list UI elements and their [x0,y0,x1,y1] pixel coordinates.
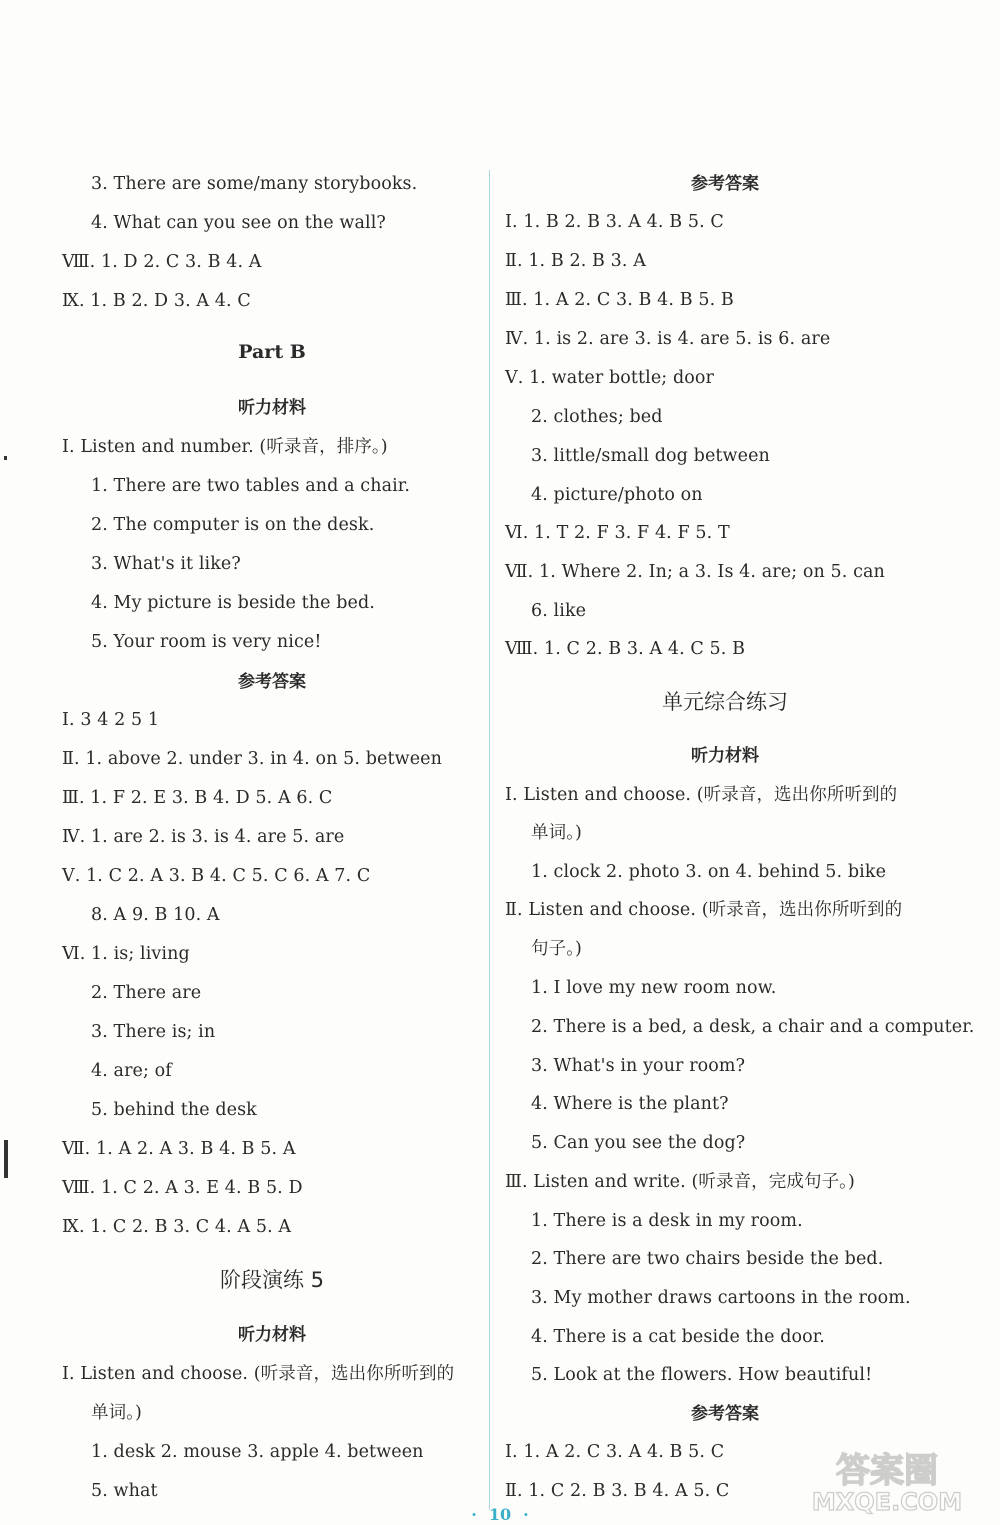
answer-line: 4. picture/photo on [531,485,703,505]
answer-line: Ⅳ. 1. is 2. are 3. is 4. are 5. is 6. are [505,329,831,349]
answer-line: Ⅱ. 1. B 2. B 3. A [505,251,646,271]
answer-line: Ⅳ. 1. are 2. is 3. is 4. are 5. are [62,827,345,847]
answer-heading: 参考答案 [691,1404,759,1424]
answer-line: Ⅷ. 1. C 2. B 3. A 4. C 5. B [505,639,746,659]
text-line: 2. There are two chairs beside the bed. [531,1249,884,1269]
answer-line: Ⅵ. 1. T 2. F 3. F 4. F 5. T [505,523,730,543]
page-dot: · [523,1505,529,1524]
text-line: 5. Look at the flowers. How beautiful! [531,1365,873,1385]
answer-line: 6. like [531,601,587,621]
text-line: 1. There is a desk in my room. [531,1211,803,1231]
watermark-logo [792,1442,982,1517]
answer-line: Ⅶ. 1. Where 2. In; a 3. Is 4. are; on 5. can [505,562,885,582]
answer-line: Ⅰ. 1. A 2. C 3. A 4. B 5. C [505,1442,725,1462]
part-title: Part B [238,341,306,363]
answer-line: Ⅶ. 1. A 2. A 3. B 4. B 5. A [62,1139,296,1159]
text-line: 4. Where is the plant? [531,1094,729,1114]
text-line: 1. There are two tables and a chair. [91,476,411,496]
answer-line: Ⅲ. 1. F 2. E 3. B 4. D 5. A 6. C [62,788,333,808]
question-line: Ⅱ. Listen and choose. (听录音，选出你所听到的 [505,900,903,920]
scan-mark [4,456,7,460]
question-line: Ⅰ. Listen and choose. (听录音，选出你所听到的 [505,785,898,805]
answer-line: Ⅸ. 1. B 2. D 3. A 4. C [62,291,251,311]
text-line: 4. My picture is beside the bed. [91,593,375,613]
column-divider [489,170,490,1510]
answer-line: 8. A 9. B 10. A [91,905,220,925]
text-line: 3. What's it like? [91,554,241,574]
question-line: Ⅲ. Listen and write. (听录音，完成句子。) [505,1172,855,1192]
question-line: Ⅰ. Listen and number. (听录音，排序。) [62,437,388,457]
watermark-url: MXQE.COM [811,1488,963,1516]
page-number-value: 10 [488,1505,512,1524]
answer-line: Ⅰ. 1. B 2. B 3. A 4. B 5. C [505,212,724,232]
scan-mark [4,1140,8,1178]
answer-line: Ⅰ. 3 4 2 5 1 [62,710,160,730]
answer-line: 2. There are [91,983,202,1003]
answer-line: Ⅵ. 1. is; living [62,944,190,964]
answer-line: Ⅸ. 1. C 2. B 3. C 4. A 5. A [62,1217,292,1237]
answer-line: Ⅱ. 1. above 2. under 3. in 4. on 5. between [62,749,442,769]
text-line: 3. My mother draws cartoons in the room. [531,1288,911,1308]
text-line: 单词。) [91,1403,142,1423]
text-line: 5. Your room is very nice! [91,632,322,652]
page-dot: · [471,1505,477,1524]
watermark-text: 答案圈 [836,1451,938,1491]
text-line: 3. What's in your room? [531,1056,746,1076]
question-line: Ⅰ. Listen and choose. (听录音，选出你所听到的 [62,1364,455,1384]
answer-line: Ⅲ. 1. A 2. C 3. B 4. B 5. B [505,290,734,310]
text-line: 单词。) [531,823,582,843]
text-line: 5. Can you see the dog? [531,1133,746,1153]
text-line: 4. What can you see on the wall? [91,213,386,233]
answer-line: 4. are; of [91,1061,172,1081]
text-line: 2. There is a bed, a desk, a chair and a computer. [531,1017,975,1037]
listening-heading: 听力材料 [691,746,759,766]
answer-line: 5. behind the desk [91,1100,257,1120]
text-line: 3. There are some/many storybooks. [91,174,418,194]
answer-line: 2. clothes; bed [531,407,663,427]
answer-line: 3. little/small dog between [531,446,770,466]
section-title: 单元综合练习 [662,690,788,714]
answer-line: Ⅱ. 1. C 2. B 3. B 4. A 5. C [505,1481,730,1501]
text-line: 5. what [91,1481,158,1501]
text-line: 句子。) [531,939,582,959]
text-line: 1. desk 2. mouse 3. apple 4. between [91,1442,424,1462]
listening-heading: 听力材料 [238,398,306,418]
text-line: 1. clock 2. photo 3. on 4. behind 5. bike [531,862,887,882]
text-line: 4. There is a cat beside the door. [531,1327,825,1347]
answer-line: Ⅴ. 1. water bottle; door [505,368,715,388]
answer-line: Ⅷ. 1. D 2. C 3. B 4. A [62,252,262,272]
answer-heading: 参考答案 [691,174,759,194]
listening-heading: 听力材料 [238,1325,306,1345]
answer-line: Ⅷ. 1. C 2. A 3. E 4. B 5. D [62,1178,303,1198]
text-line: 2. The computer is on the desk. [91,515,375,535]
answer-heading: 参考答案 [238,672,306,692]
text-line: 1. I love my new room now. [531,978,777,998]
answer-line: 3. There is; in [91,1022,216,1042]
answer-line: Ⅴ. 1. C 2. A 3. B 4. C 5. C 6. A 7. C [62,866,371,886]
section-title: 阶段演练 5 [219,1268,325,1292]
